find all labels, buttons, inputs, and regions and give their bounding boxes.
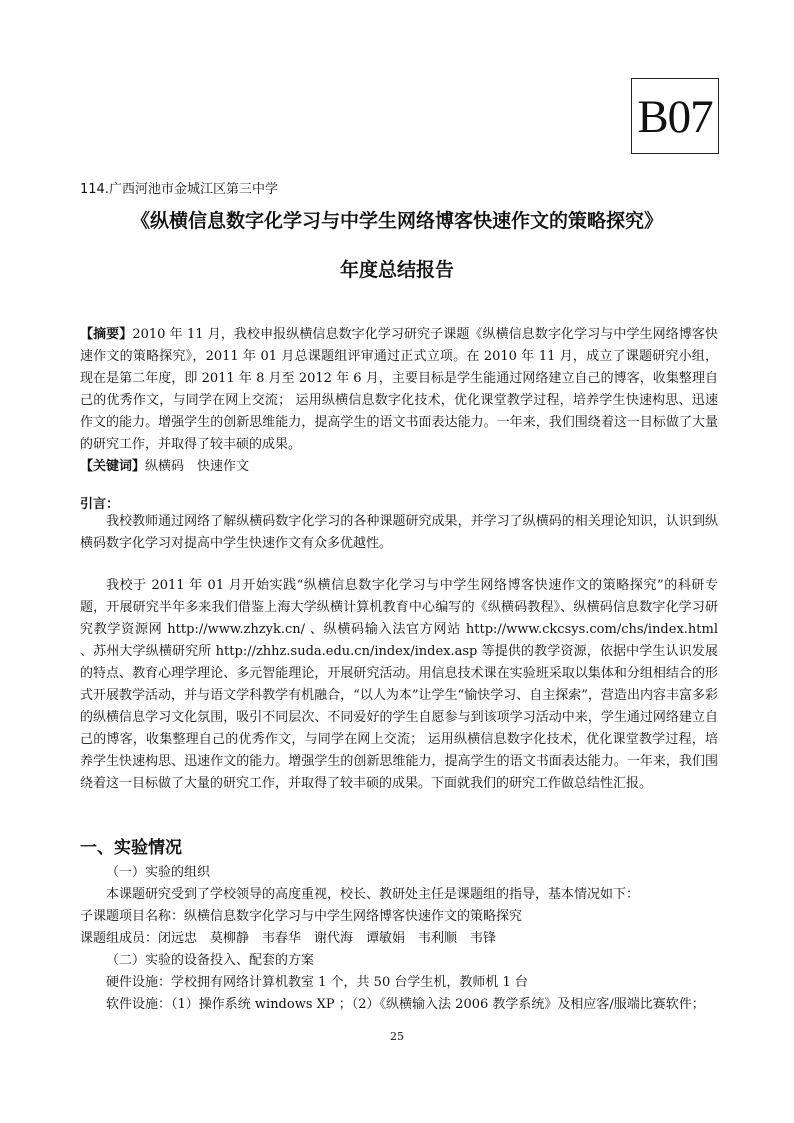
keywords-line xyxy=(80,456,718,478)
software-line: 软件设施：（1）操作系统 windows XP ；（2）《纵横输入法 2006 教学系统》及相应客/服端比赛软件； xyxy=(106,997,705,1012)
subsection-heading-organization: （一）实验的组织 xyxy=(106,865,211,880)
intro-heading: 引言： xyxy=(80,497,120,512)
report-subtitle: 年度总结报告 xyxy=(339,259,454,281)
abstract-label: 【摘要】 xyxy=(80,327,133,342)
section-lines xyxy=(80,862,718,1016)
school-name: 114.广西河池市金城江区第三中学 xyxy=(80,182,278,197)
body-paragraph: 我校于 2011 年 01 月开始实践“纵横信息数字化学习与中学生网络博客快速作文的策略探究”的科研专题，开展研究半年多来我们借鉴上海大学纵横计算机教育中心编写的《纵横码教程》、纵横码信息数字化学习研究教学资源网 http://www.zhzyk.cn/ 、纵横码输入法官方网站 http://www.ckcsys.com/chs/index.html 、苏州大学纵横研究所 http://zhhz.suda.edu.cn/index/index.asp 等提供的教学资源，依据中学生认识发展的特点、教育心理学理论、多元智能理论，开展研究活动。用信息技术课在实验班采取以集体和分组相结合的形式开展教学活动，并与语文学科教学有机融合，“以人为本”让学生“愉快学习、自主探索”，营造出内容丰富多彩的纵横信息学习文化氛围，吸引不同层次、不同爱好的学生自愿参与到该项学习活动中来，学生通过网络建立自己的博客，收集整理自己的优秀作文，与同学在网上交流； 运用纵横信息数字化技术，优化课堂教学过程，培养学生快速构思、迅速作文的能力。增强学生的创新思维能力，提高学生的语文书面表达能力。一年来，我们围绕着这一目标做了大量的研究工作，并取得了较丰硕的成果。下面就我们的研究工作做总结性汇报。 xyxy=(80,578,718,791)
leader-line: 本课题研究受到了学校领导的高度重视，校长、教研处主任是课题组的指导，基本情况如下： xyxy=(106,887,640,902)
keywords-text: 纵横码 快速作文 xyxy=(145,459,250,474)
document-code-box: B07 xyxy=(631,78,719,154)
subsection-heading-equipment: （二）实验的设备投入、配套的方案 xyxy=(106,953,315,968)
intro-paragraph: 我校教师通过网络了解纵横码数字化学习的各种课题研究成果，并学习了纵横码的相关理论知识，认识到纵横码数字化学习对提高中学生快速作文有众多优越性。 xyxy=(80,514,718,551)
abstract-paragraph xyxy=(80,324,718,456)
abstract-block xyxy=(80,324,718,478)
hardware-line: 硬件设施：学校拥有网络计算机教室 1 个，共 50 台学生机，教师机 1 台 xyxy=(106,975,528,990)
report-title: 《纵横信息数字化学习与中学生网络博客快速作文的策略探究》 xyxy=(130,210,663,232)
section-heading: 一、实验情况 xyxy=(80,838,182,858)
page-number: 25 xyxy=(390,1030,404,1043)
members-line: 课题组成员：闭远忠 莫柳静 韦春华 谢代海 谭敏娟 韦利顺 韦锋 xyxy=(80,931,497,946)
keywords-label: 【关键词】 xyxy=(80,459,146,474)
project-name-line: 子课题项目名称：纵横信息数字化学习与中学生网络博客快速作文的策略探究 xyxy=(80,909,523,924)
abstract-text: 2010 年 11 月，我校申报纵横信息数字化学习研究子课题《纵横信息数字化学习与中学生网络博客快速作文的策略探究》，2011 年 01 月总课题组评审通过正式立项。在 2010 年 11 月，成立了课题研究小组，现在是第二年度，即 2011 年 8 月至 2012 年 6 月，主要目标是学生能通过网络建立自己的博客，收集整理自己的优秀作文，与同学在网上交流； 运用纵横信息数字化技术，优化课堂教学过程，培养学生快速构思、迅速作文的能力。增强学生的创新思维能力，提高学生的语文书面表达能力。一年来，我们围绕着这一目标做了大量的研究工作，并取得了较丰硕的成果。 xyxy=(80,327,718,452)
